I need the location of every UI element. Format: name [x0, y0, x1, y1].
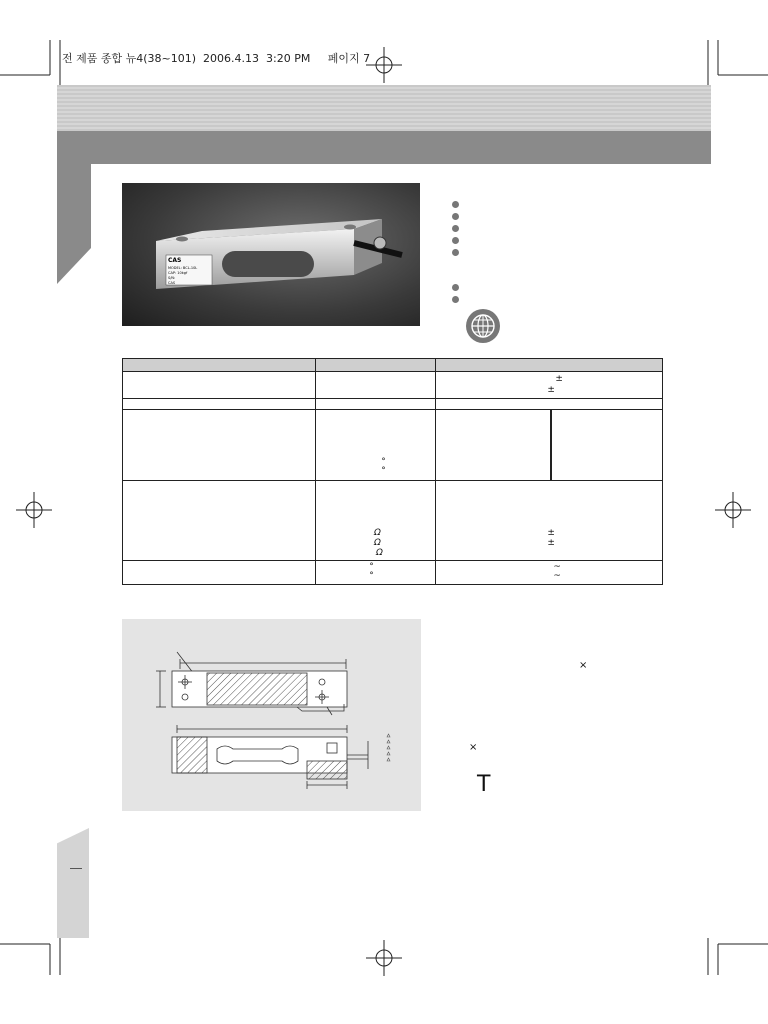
- table-cell: [315, 481, 436, 561]
- table-cell: [315, 372, 436, 399]
- title-band-light: [57, 85, 711, 131]
- range-symbol: ~: [553, 562, 561, 572]
- print-header: 전 제품 종합 뉴4(38~101) 2006.4.13 3:20 PM 페이지 7: [62, 52, 371, 65]
- registration-mark-icon-bottom: [366, 940, 402, 976]
- registration-mark-icon-left: [16, 492, 52, 528]
- top-view: [156, 652, 347, 715]
- ohm-symbol: Ω: [374, 528, 381, 538]
- table-cell: [436, 410, 551, 481]
- label-line-3: S/N:: [168, 276, 176, 280]
- side-view: [172, 725, 368, 789]
- label-line-1: MODEL: BCL-10L: [168, 266, 198, 270]
- globe-icon: [465, 308, 501, 344]
- degree-symbol: °: [369, 562, 374, 572]
- tee-symbol: T: [477, 772, 491, 797]
- tolerance-symbol: ±: [547, 528, 555, 538]
- table-cell: [315, 561, 436, 585]
- degree-symbol: °: [381, 466, 386, 476]
- registration-mark-icon-top: [366, 47, 402, 83]
- table-cell: [551, 410, 663, 481]
- pin-legend: [387, 734, 390, 761]
- bullet-dot-icon: [452, 201, 459, 208]
- bullet-dot-icon: [452, 296, 459, 303]
- dimension-drawing: [122, 619, 421, 811]
- label-line-2: CAP: 10kgf: [168, 271, 188, 275]
- table-cell: [123, 410, 316, 481]
- spec-table: [122, 358, 663, 585]
- times-symbol: ×: [579, 660, 588, 671]
- range-symbol: ~: [553, 571, 561, 581]
- header-cell: [436, 359, 663, 372]
- degree-symbol: °: [381, 457, 386, 467]
- bullet-dot-icon: [452, 284, 459, 291]
- table-cell: [436, 399, 663, 410]
- table-cell: [436, 481, 663, 561]
- header-cell: [123, 359, 316, 372]
- table-cell: [123, 399, 316, 410]
- header-cell: [315, 359, 436, 372]
- tolerance-symbol: ±: [547, 385, 555, 395]
- title-band-dark: [57, 131, 711, 164]
- label-brand: CAS: [168, 257, 182, 264]
- product-photo: [122, 183, 420, 326]
- table-cell: [436, 372, 663, 399]
- table-header-row: [123, 359, 663, 372]
- tab-dash: [70, 868, 82, 869]
- table-cell: [315, 399, 436, 410]
- table-cell: [436, 561, 663, 585]
- table-cell: [123, 481, 316, 561]
- bullet-dot-icon: [452, 249, 459, 256]
- ohm-symbol: Ω: [374, 538, 381, 548]
- table-cell: [123, 561, 316, 585]
- ohm-symbol: Ω: [376, 548, 383, 558]
- tolerance-symbol: ±: [547, 538, 555, 548]
- table-row: [123, 481, 663, 561]
- bottom-side-tab: [57, 828, 89, 938]
- degree-symbol: °: [369, 571, 374, 581]
- bullet-dot-icon: [452, 237, 459, 244]
- table-row: [123, 410, 663, 481]
- bullet-dot-icon: [452, 225, 459, 232]
- tolerance-symbol: ±: [555, 374, 563, 384]
- times-symbol: ×: [469, 742, 478, 753]
- load-cell-illustration: [122, 183, 420, 326]
- bullet-dot-icon: [452, 213, 459, 220]
- table-row: [123, 561, 663, 585]
- label-line-4: CAS: [168, 281, 176, 285]
- table-cell: [315, 410, 436, 481]
- load-cell-drawing: [122, 619, 421, 811]
- table-row: [123, 372, 663, 399]
- table-row: [123, 399, 663, 410]
- table-cell: [123, 372, 316, 399]
- registration-mark-icon-right: [715, 492, 751, 528]
